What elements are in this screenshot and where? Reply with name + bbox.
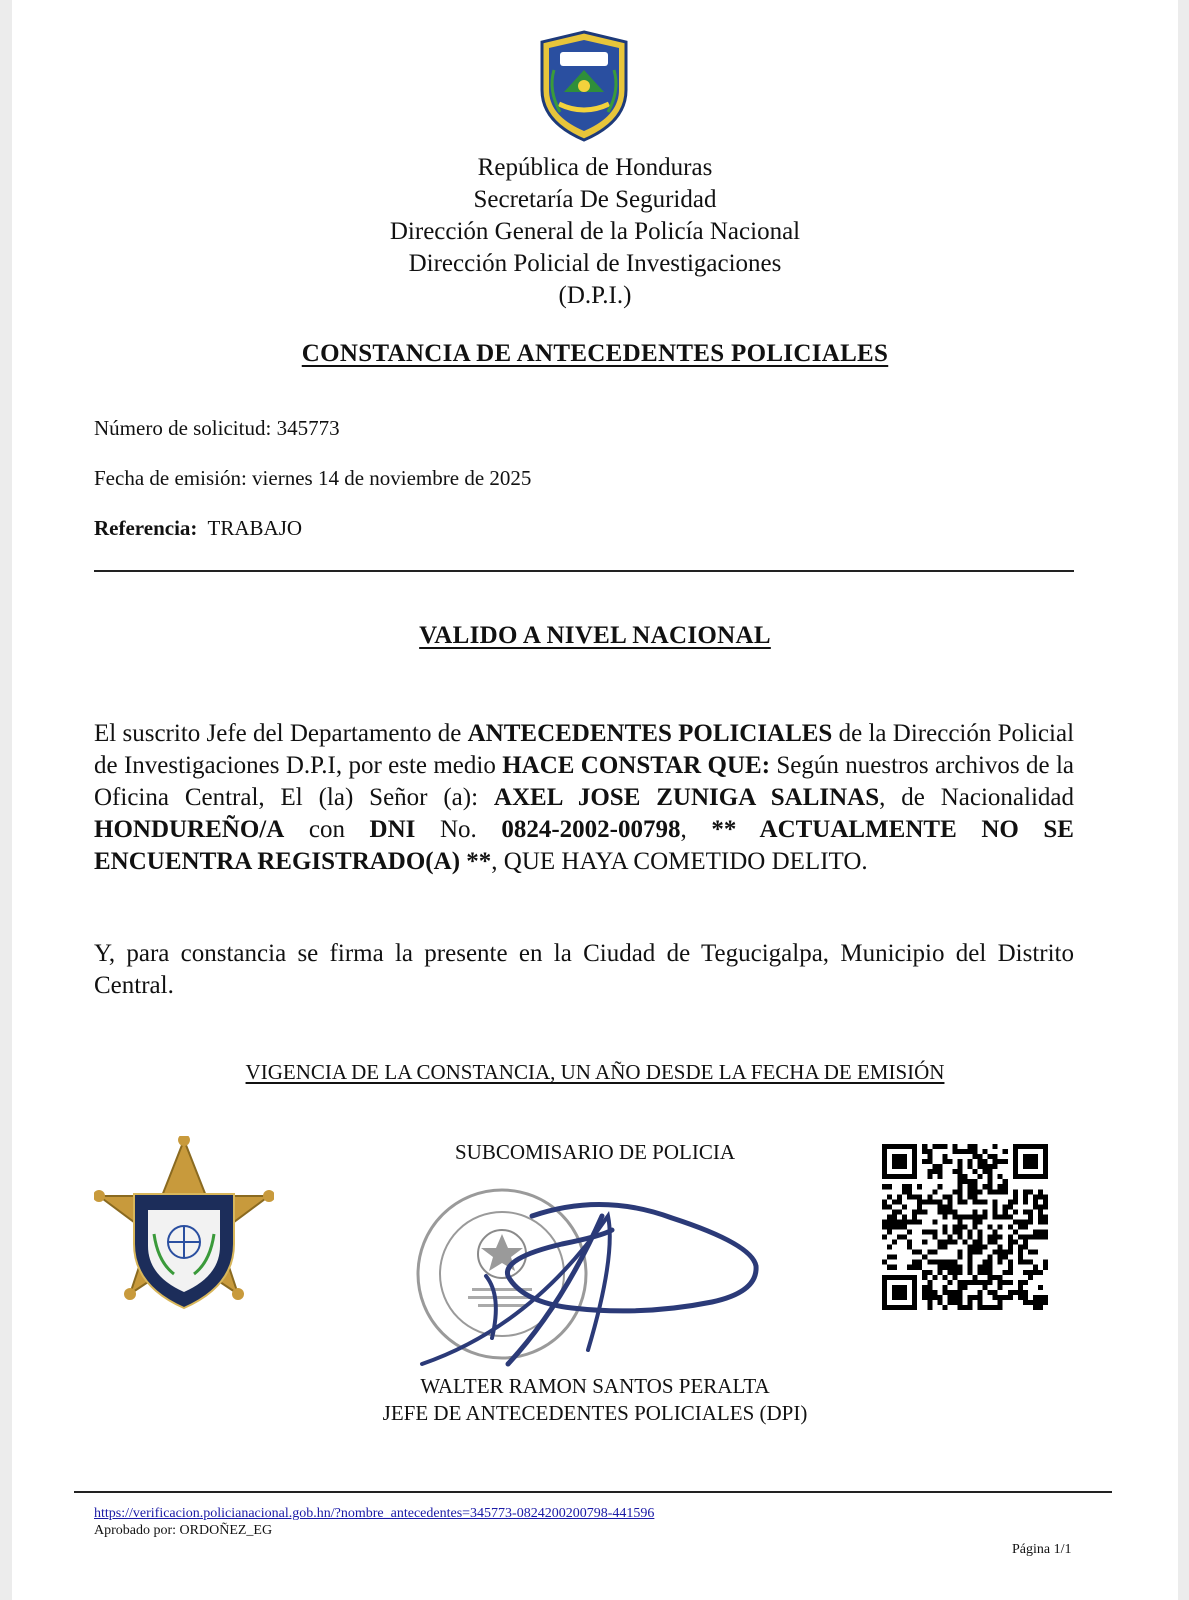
body-paragraph-1 — [94, 718, 1074, 878]
referencia-field — [94, 516, 302, 541]
honduras-police-emblem — [534, 30, 634, 142]
record-status: ** ACTUALMENTE NO SE ENCUENTRA REGISTRADO(A) ** — [94, 816, 1074, 875]
page-number: Página 1/1 — [1012, 1542, 1072, 1557]
header-line-secretaria: Secretaría De Seguridad — [473, 186, 717, 213]
handwritten-signature — [412, 1196, 782, 1376]
referencia-label: Referencia: — [94, 516, 198, 540]
signatory-name: WALTER RAMON SANTOS PERALTA — [420, 1374, 770, 1398]
header-line-dpi: (D.P.I.) — [558, 282, 632, 309]
body-bold-hace-constar: HACE CONSTAR QUE: — [502, 752, 771, 779]
fecha-label: Fecha de emisión: — [94, 466, 247, 490]
telematica-star-badge-icon — [94, 1136, 274, 1336]
vigencia-notice: VIGENCIA DE LA CONSTANCIA, UN AÑO DESDE LA FECHA DE EMISIÓN — [245, 1060, 945, 1084]
header-line-direccion-policial: Dirección Policial de Investigaciones — [408, 250, 782, 277]
body-paragraph-2: Y, para constancia se firma la presente en la Ciudad de Tegucigalpa, Municipio del Distrito Central. — [94, 940, 1074, 999]
verification-link[interactable]: https://verificacion.policianacional.gob.hn/?nombre_antecedentes=345773-0824200200798-441596 — [94, 1506, 655, 1521]
body-text: No. — [415, 816, 502, 843]
body-text: de la Dirección Policial de Investigaciones D.P.I, por este medio — [94, 720, 1075, 779]
divider — [94, 570, 1074, 572]
dni-label: DNI — [369, 816, 416, 843]
solicitud-field — [94, 416, 340, 441]
body-text: El suscrito Jefe del Departamento de — [94, 720, 468, 747]
signatory-position: JEFE DE ANTECEDENTES POLICIALES (DPI) — [382, 1401, 808, 1425]
solicitud-value: 345773 — [276, 416, 340, 440]
dni-number: 0824-2002-00798 — [501, 816, 681, 843]
person-name: AXEL JOSE ZUNIGA SALINAS — [493, 784, 880, 811]
fecha-value: viernes 14 de noviembre de 2025 — [252, 466, 532, 490]
header-block — [12, 152, 1178, 312]
referencia-value: TRABAJO — [207, 516, 303, 540]
validity-title: VALIDO A NIVEL NACIONAL — [419, 622, 771, 649]
nationality: HONDUREÑO/A — [94, 816, 285, 843]
header-line-direccion-general: Dirección General de la Policía Nacional — [389, 218, 801, 245]
qr-modules — [882, 1144, 1048, 1310]
header-line-republic: República de Honduras — [477, 154, 713, 181]
body-text: , QUE HAYA COMETIDO DELITO. — [491, 848, 868, 875]
approved-label: Aprobado por: — [94, 1523, 177, 1538]
body-text: , — [680, 816, 712, 843]
document-title: CONSTANCIA DE ANTECEDENTES POLICIALES — [301, 340, 889, 367]
solicitud-label: Número de solicitud: — [94, 416, 272, 440]
signatory-rank: SUBCOMISARIO DE POLICIA — [454, 1140, 736, 1164]
footer-divider — [74, 1491, 1112, 1493]
body-text: con — [284, 816, 370, 843]
body-text: Según nuestros archivos de la Oficina Central, El (la) Señor (a): — [94, 752, 1074, 811]
body-bold-antecedentes: ANTECEDENTES POLICIALES — [467, 720, 833, 747]
verification-qr-code[interactable] — [882, 1144, 1048, 1310]
document-page — [12, 0, 1178, 1600]
approved-value: ORDOÑEZ_EG — [179, 1523, 273, 1538]
body-text: , de Nacionalidad — [879, 784, 1074, 811]
fecha-field — [94, 466, 531, 491]
approved-by — [94, 1523, 272, 1539]
